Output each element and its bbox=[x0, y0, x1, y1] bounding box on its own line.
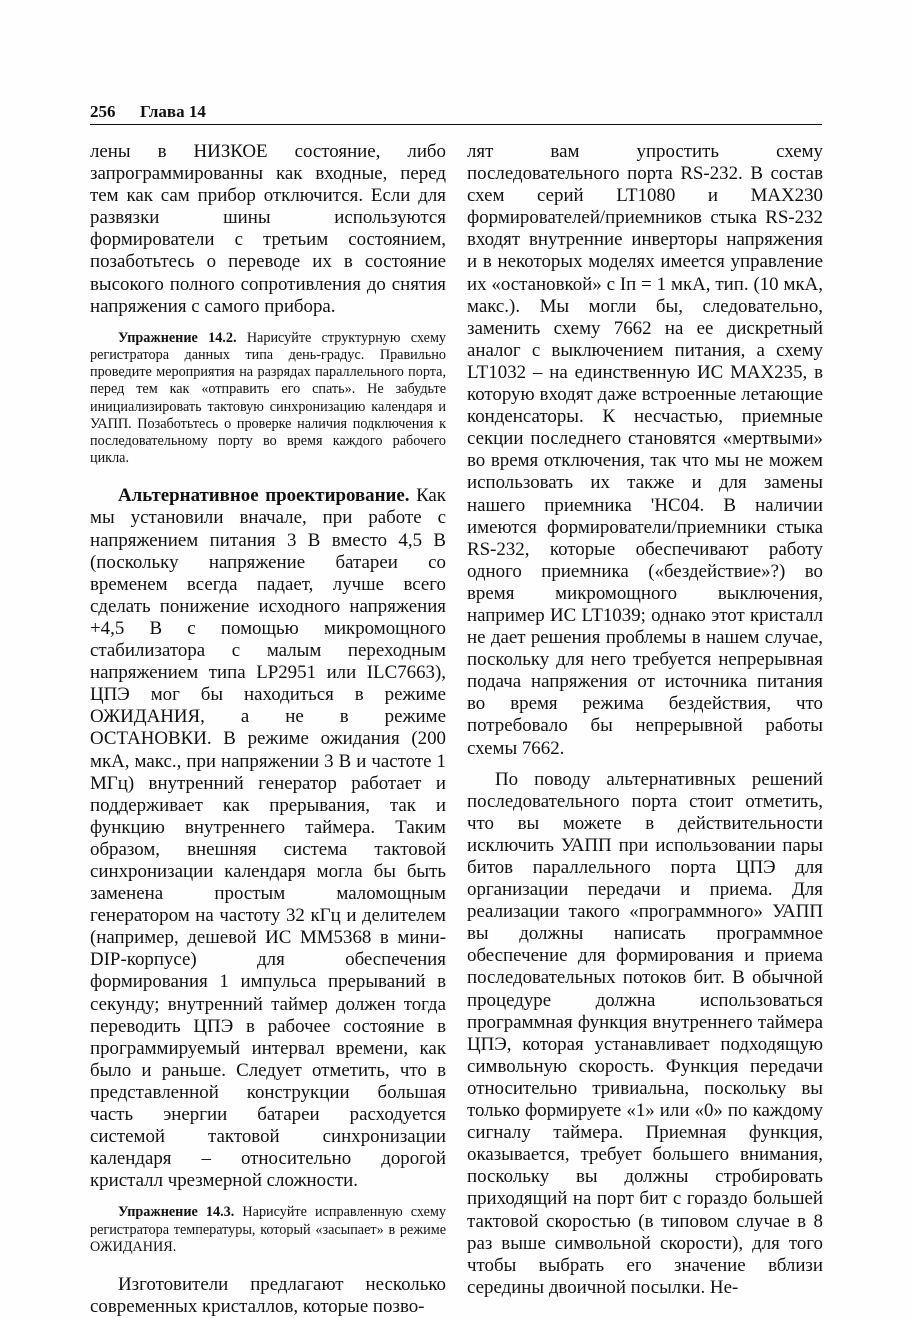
exercise-14-2 bbox=[90, 330, 446, 468]
paragraph: По поводу альтернативных решений последовательного порта стоит отметить, что вы можете в действительности исключить УАПП при использовании пары битов параллельного порта ЦПЭ для организации передачи и приема. Для реализации такого «программного» УАПП вы должны написать программное обеспечение для формирования и приема последовательных потоков бит. В обычной процедуре должна использоваться программная функция внутреннего таймера ЦПЭ, которая устанавливает подходящую символьную скорость. Функция передачи относительно тривиальна, поскольку вы только формируете «1» или «0» по каждому сигналу таймера. Приемная функция, оказывается, требует большего внимания, поскольку вы должны стробировать приходящий на порт бит с гораздо большей тактовой скоростью (в типовом случае в 8 раз выше символьной скорости), для того чтобы выбрать его значение вблизи середины двоичной посылки. Не- bbox=[467, 768, 823, 1298]
paragraph-text: Как мы установили вначале, при работе с напряжением питания 3 В вместо 4,5 В (поскольку напряжение батареи со временем всегда падает, лучше всего сделать понижение исходного напряжения +4,5 В с помощью микромощного стабилизатора с малым переходным напряжением типа LP2951 или ILC7663), ЦПЭ мог бы находиться в режиме ОЖИДАНИЯ, а не в режиме ОСТАНОВКИ. В режиме ожидания (200 мкА, макс., при напряжении 3 В и частоте 1 МГц) внутренний генератор работает и поддерживает как прерывания, так и функцию внутреннего таймера. Таким образом, внешняя система тактовой синхронизации календаря могла бы быть заменена простым маломощным генератором на частоту 32 кГц и делителем (например, дешевой ИС ММ5368 в мини-DIP-корпусе) для обеспечения формирования 1 импульса прерываний в секунду; внутренний таймер должен тогда переводить ЦПЭ в рабочее состояние в программируемый интервал времени, как было и раньше. Следует отметить, что в представленной конструкции большая часть энергии батареи расходуется системой тактовой синхронизации календаря – относительно дорогой кристалл чрезмерной сложности. bbox=[90, 485, 446, 1192]
chapter-title: Глава 14 bbox=[140, 102, 206, 121]
exercise-text: Нарисуйте исправленную схему регистратора температуры, который «засыпает» в режиме ОЖИДАНИЯ. bbox=[90, 1204, 446, 1255]
running-header bbox=[90, 100, 822, 125]
paragraph: лены в НИЗКОЕ состояние, либо запрограммированны как входные, перед тем как сам прибор отключится. Если для развязки шины используются формирователи с третьим состоянием, позаботьтесь о переводе их в состояние высокого полного сопротивления до снятия напряжения с самого прибора. bbox=[90, 141, 446, 317]
left-column bbox=[90, 141, 446, 1318]
section-lead: Альтернативное проектирование. bbox=[118, 485, 410, 507]
exercise-label: Упражнение 14.2. bbox=[118, 329, 237, 346]
exercise-text: Нарисуйте структурную схему регистратора данных типа день-градус. Правильно проведите мероприятия на разрядах параллельного порта, перед тем как «отправить его спать». Не забудьте инициализировать тактовую синхронизацию календаря и УАПП. Позаботьтесь о проверке наличия подключения к последовательному порту во время каждого рабочего цикла. bbox=[90, 329, 447, 467]
right-column bbox=[467, 141, 823, 1299]
paragraph bbox=[90, 485, 446, 1192]
page-number: 256 bbox=[90, 102, 116, 121]
exercise-label: Упражнение 14.3. bbox=[118, 1204, 235, 1221]
paragraph: лят вам упростить схему последовательного порта RS-232. В состав схем серий LT1080 и MAX230 формирователей/приемников стыка RS-232 входят внутренние инверторы напряжения и в некоторых моделях имеется управление их «остановкой» с Iп = 1 мкА, тип. (10 мкА, макс.). Мы могли бы, следовательно, заменить схему 7662 на ее дискретный аналог с выключением питания, а схему LT1032 – на единственную ИС MAX235, в которую входят даже встроенные летающие конденсаторы. К несчастью, приемные секции последнего становятся «мертвыми» во время отключения, так что мы не можем использовать их также и для замены нашего приемника 'HC04. В наличии имеются формирователи/приемники стыка RS-232, которые обеспечивают работу одного приемника («бездействие»?) во время микромощного выключения, например ИС LT1039; однако этот кристалл не дает решения проблемы в нашем случае, поскольку для него требуется непрерывная подача напряжения от источника питания во время режима бездействия, что потребовало бы непрерывной работы схемы 7662. bbox=[467, 141, 823, 759]
exercise-14-3 bbox=[90, 1204, 446, 1256]
paragraph: Изготовители предлагают несколько современных кристаллов, которые позво- bbox=[90, 1273, 446, 1318]
